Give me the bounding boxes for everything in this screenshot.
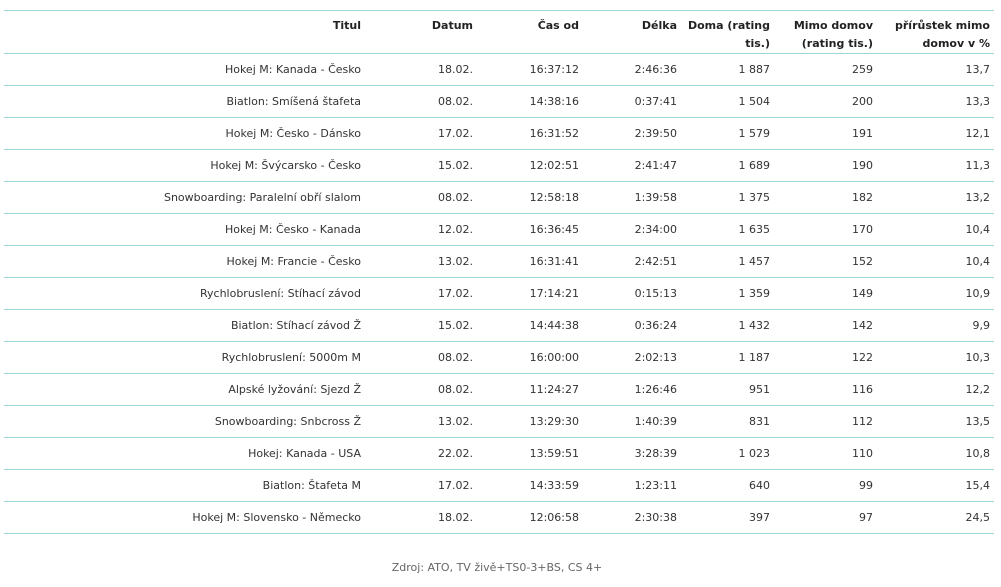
cell-away-rating: 112 [774,406,877,438]
header-home-rating[interactable]: Doma (rating tis.) [681,11,774,54]
table-body [4,54,994,534]
cell-home-rating: 1 359 [681,278,774,310]
cell-date: 18.02. [365,54,477,86]
cell-home-rating: 1 635 [681,214,774,246]
cell-start-time: 14:44:38 [477,310,583,342]
table-row [4,438,994,470]
header-away-increase[interactable]: přírůstek mimo domov v % [877,11,994,54]
cell-duration: 1:39:58 [583,182,681,214]
table-row [4,214,994,246]
cell-away-increase: 12,1 [877,118,994,150]
cell-away-increase: 13,3 [877,86,994,118]
cell-title: Hokej M: Francie - Česko [4,246,365,278]
cell-home-rating: 640 [681,470,774,502]
cell-duration: 2:42:51 [583,246,681,278]
cell-away-rating: 190 [774,150,877,182]
cell-away-rating: 170 [774,214,877,246]
header-duration[interactable]: Délka [583,11,681,54]
cell-away-increase: 15,4 [877,470,994,502]
cell-start-time: 12:58:18 [477,182,583,214]
cell-start-time: 14:38:16 [477,86,583,118]
table-row [4,406,994,438]
cell-title: Snowboarding: Snbcross Ž [4,406,365,438]
ratings-table [4,10,994,534]
cell-date: 08.02. [365,342,477,374]
cell-away-rating: 110 [774,438,877,470]
cell-away-increase: 11,3 [877,150,994,182]
cell-date: 12.02. [365,214,477,246]
cell-away-rating: 191 [774,118,877,150]
cell-away-increase: 13,5 [877,406,994,438]
table-row [4,278,994,310]
cell-date: 15.02. [365,310,477,342]
cell-duration: 2:46:36 [583,54,681,86]
cell-away-increase: 24,5 [877,502,994,534]
cell-title: Snowboarding: Paralelní obří slalom [4,182,365,214]
cell-away-increase: 12,2 [877,374,994,406]
cell-date: 13.02. [365,246,477,278]
cell-start-time: 11:24:27 [477,374,583,406]
cell-duration: 1:23:11 [583,470,681,502]
cell-away-rating: 182 [774,182,877,214]
table-row [4,502,994,534]
cell-away-rating: 152 [774,246,877,278]
cell-home-rating: 1 375 [681,182,774,214]
header-away-rating[interactable]: Mimo domov (rating tis.) [774,11,877,54]
cell-away-increase: 9,9 [877,310,994,342]
cell-away-rating: 122 [774,342,877,374]
cell-start-time: 17:14:21 [477,278,583,310]
cell-away-rating: 99 [774,470,877,502]
cell-away-increase: 10,4 [877,214,994,246]
cell-duration: 2:02:13 [583,342,681,374]
table-row [4,54,994,86]
header-date[interactable]: Datum [365,11,477,54]
cell-title: Hokej: Kanada - USA [4,438,365,470]
cell-date: 17.02. [365,470,477,502]
cell-home-rating: 1 887 [681,54,774,86]
cell-title: Hokej M: Česko - Kanada [4,214,365,246]
cell-title: Rychlobruslení: Stíhací závod [4,278,365,310]
cell-title: Hokej M: Kanada - Česko [4,54,365,86]
table-row [4,150,994,182]
cell-away-rating: 200 [774,86,877,118]
cell-start-time: 16:37:12 [477,54,583,86]
table-header-row [4,11,994,54]
cell-start-time: 16:31:52 [477,118,583,150]
cell-start-time: 14:33:59 [477,470,583,502]
cell-away-rating: 97 [774,502,877,534]
table-row [4,246,994,278]
table-row [4,310,994,342]
cell-home-rating: 1 187 [681,342,774,374]
cell-away-rating: 116 [774,374,877,406]
cell-title: Biatlon: Smíšená štafeta [4,86,365,118]
cell-duration: 0:37:41 [583,86,681,118]
cell-home-rating: 1 023 [681,438,774,470]
cell-away-increase: 13,7 [877,54,994,86]
cell-duration: 2:39:50 [583,118,681,150]
cell-start-time: 12:02:51 [477,150,583,182]
table-row [4,342,994,374]
header-start-time[interactable]: Čas od [477,11,583,54]
cell-duration: 0:36:24 [583,310,681,342]
table-row [4,182,994,214]
cell-duration: 2:30:38 [583,502,681,534]
cell-duration: 1:26:46 [583,374,681,406]
cell-title: Hokej M: Slovensko - Německo [4,502,365,534]
cell-duration: 1:40:39 [583,406,681,438]
cell-duration: 2:34:00 [583,214,681,246]
table-row [4,118,994,150]
table-row [4,86,994,118]
cell-duration: 2:41:47 [583,150,681,182]
cell-date: 08.02. [365,86,477,118]
cell-title: Alpské lyžování: Sjezd Ž [4,374,365,406]
cell-home-rating: 831 [681,406,774,438]
cell-home-rating: 1 689 [681,150,774,182]
cell-start-time: 13:59:51 [477,438,583,470]
cell-duration: 3:28:39 [583,438,681,470]
cell-start-time: 13:29:30 [477,406,583,438]
cell-date: 08.02. [365,374,477,406]
header-title[interactable]: Titul [4,11,365,54]
cell-title: Biatlon: Stíhací závod Ž [4,310,365,342]
cell-away-increase: 10,4 [877,246,994,278]
cell-title: Hokej M: Česko - Dánsko [4,118,365,150]
cell-date: 08.02. [365,182,477,214]
cell-start-time: 16:31:41 [477,246,583,278]
cell-date: 13.02. [365,406,477,438]
cell-date: 17.02. [365,278,477,310]
cell-title: Hokej M: Švýcarsko - Česko [4,150,365,182]
table-row [4,374,994,406]
cell-away-increase: 10,3 [877,342,994,374]
cell-home-rating: 1 504 [681,86,774,118]
cell-away-increase: 10,9 [877,278,994,310]
cell-away-rating: 142 [774,310,877,342]
cell-date: 22.02. [365,438,477,470]
cell-title: Biatlon: Štafeta M [4,470,365,502]
cell-date: 18.02. [365,502,477,534]
cell-away-rating: 259 [774,54,877,86]
cell-start-time: 12:06:58 [477,502,583,534]
cell-away-increase: 10,8 [877,438,994,470]
cell-home-rating: 1 457 [681,246,774,278]
cell-home-rating: 1 432 [681,310,774,342]
cell-date: 17.02. [365,118,477,150]
cell-title: Rychlobruslení: 5000m M [4,342,365,374]
cell-duration: 0:15:13 [583,278,681,310]
cell-date: 15.02. [365,150,477,182]
cell-start-time: 16:36:45 [477,214,583,246]
cell-start-time: 16:00:00 [477,342,583,374]
source-note: Zdroj: ATO, TV živě+TS0-3+BS, CS 4+ [391,561,603,574]
cell-away-rating: 149 [774,278,877,310]
cell-home-rating: 1 579 [681,118,774,150]
table-row [4,470,994,502]
cell-away-increase: 13,2 [877,182,994,214]
cell-home-rating: 951 [681,374,774,406]
cell-home-rating: 397 [681,502,774,534]
